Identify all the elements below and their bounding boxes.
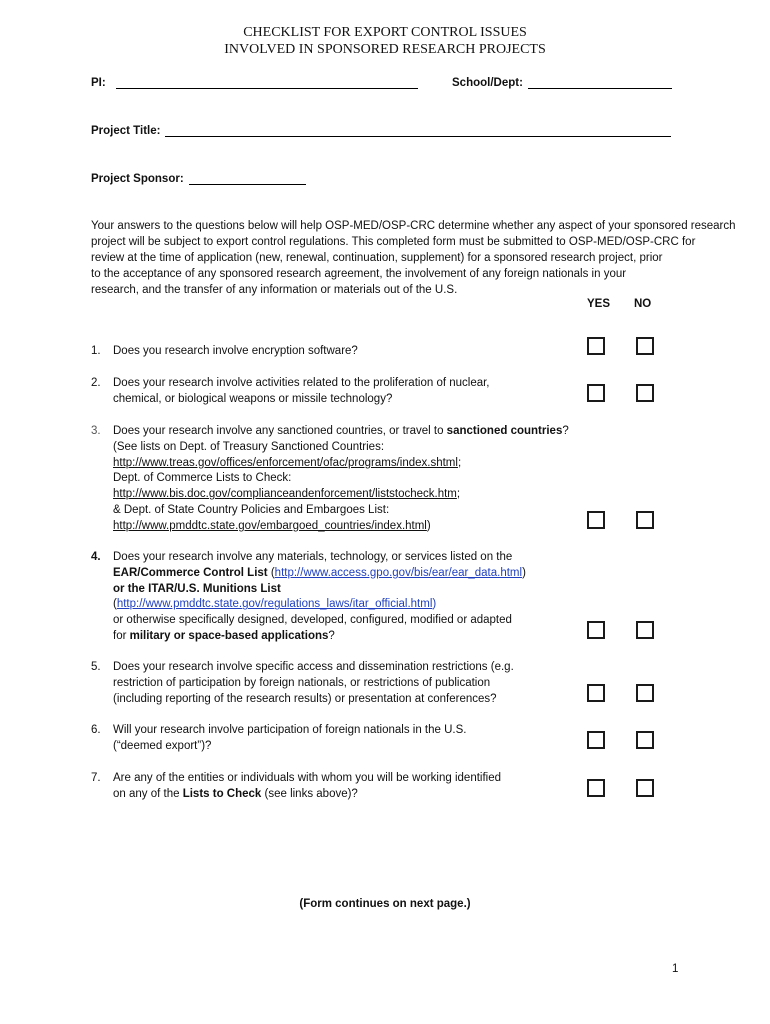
question-text: http://www.treas.gov/offices/enforcement/ofac/programs/index.shtml; [113, 456, 462, 469]
treasury-link[interactable]: http://www.treas.gov/offices/enforcement/ofac/programs/index.shtml [113, 456, 458, 469]
q3-yes-checkbox[interactable] [587, 511, 605, 529]
project-sponsor-input-line[interactable] [189, 172, 306, 185]
question-text: Dept. of Commerce Lists to Check: [113, 472, 292, 485]
lists-to-check-emphasis: Lists to Check [182, 787, 262, 800]
question-text: & Dept. of State Country Policies and Embargoes List: [113, 503, 390, 516]
intro-line: review at the time of application (new, renewal, continuation, supplement) for a sponsored research project, prior [91, 252, 663, 264]
question-1 [91, 344, 561, 360]
question-text: Are any of the entities or individuals with whom you will be working identified [113, 772, 502, 784]
intro-line: Your answers to the questions below will help OSP-MED/OSP-CRC determine whether any aspect of your sponsored research [91, 220, 736, 232]
question-number: 3. [91, 425, 101, 437]
question-text: for military or space-based applications? [113, 629, 335, 642]
question-number: 4. [91, 551, 101, 563]
question-text: or otherwise specifically designed, developed, configured, modified or adapted [113, 614, 512, 627]
question-text: (http://www.pmddtc.state.gov/regulations_laws/itar_official.html) [113, 598, 437, 611]
title-line-1: CHECKLIST FOR EXPORT CONTROL ISSUES [243, 25, 527, 40]
question-text: Does your research involve any materials, technology, or services listed on the [113, 551, 513, 563]
military-applications-emphasis: military or space-based applications [129, 629, 329, 642]
project-title-input-line[interactable] [165, 124, 671, 137]
question-text: (including reporting of the research results) or presentation at conferences? [113, 692, 497, 705]
commerce-link[interactable]: http://www.bis.doc.gov/complianceandenforcement/liststocheck.htm [113, 488, 457, 501]
q6-no-checkbox[interactable] [636, 731, 654, 749]
intro-line: project will be subject to export control regulations. This completed form must be submitted to OSP-MED/OSP-CRC for [91, 236, 696, 248]
yes-column-header: YES [587, 298, 611, 310]
question-text: Does your research involve activities related to the proliferation of nuclear, [113, 377, 490, 389]
question-text: on any of the Lists to Check (see links above)? [113, 787, 358, 800]
pi-field[interactable] [91, 76, 418, 89]
q4-no-checkbox[interactable] [636, 621, 654, 639]
question-text: http://www.pmddtc.state.gov/embargoed_countries/index.html) [113, 519, 431, 532]
question-text: chemical, or biological weapons or missile technology? [113, 392, 393, 405]
question-text: Will your research involve participation of foreign nationals in the U.S. [113, 724, 467, 736]
question-7 [91, 771, 561, 803]
q4-yes-checkbox[interactable] [587, 621, 605, 639]
ear-data-link[interactable]: http://www.access.gpo.gov/bis/ear/ear_data.html [274, 566, 523, 579]
pi-label: PI: [91, 77, 106, 89]
question-number: 7. [91, 772, 101, 784]
form-continues-note: (Form continues on next page.) [299, 898, 471, 910]
project-sponsor-field[interactable] [91, 172, 306, 185]
question-6 [91, 723, 561, 755]
q6-yes-checkbox[interactable] [587, 731, 605, 749]
question-4 [91, 550, 561, 645]
question-5 [91, 660, 561, 707]
question-text: (“deemed export”)? [113, 739, 212, 752]
school-dept-label: School/Dept: [452, 77, 523, 89]
q1-yes-checkbox[interactable] [587, 337, 605, 355]
school-dept-field[interactable] [452, 76, 672, 89]
q2-yes-checkbox[interactable] [587, 384, 605, 402]
q3-no-checkbox[interactable] [636, 511, 654, 529]
q2-no-checkbox[interactable] [636, 384, 654, 402]
ear-list-emphasis: EAR/Commerce Control List [113, 566, 268, 579]
question-number: 6. [91, 724, 101, 736]
intro-line: to the acceptance of any sponsored research agreement, the involvement of any foreign nationals in your [91, 268, 627, 280]
title-line-2: INVOLVED IN SPONSORED RESEARCH PROJECTS [224, 42, 546, 57]
question-number: 5. [91, 661, 101, 673]
question-number: 2. [91, 377, 101, 389]
question-text: Does you research involve encryption software? [113, 345, 358, 357]
question-2 [91, 376, 561, 408]
project-sponsor-label: Project Sponsor: [91, 173, 184, 185]
question-number: 1. [91, 345, 101, 357]
no-column-header: NO [634, 298, 652, 310]
sanctioned-countries-emphasis: sanctioned countries [446, 425, 563, 437]
pi-input-line[interactable] [116, 76, 418, 89]
q5-no-checkbox[interactable] [636, 684, 654, 702]
question-text [113, 582, 561, 598]
question-3 [91, 424, 569, 535]
question-text: http://www.bis.doc.gov/complianceandenforcement/liststocheck.htm; [113, 488, 461, 501]
q7-yes-checkbox[interactable] [587, 779, 605, 797]
page-number: 1 [672, 963, 679, 975]
document-title [0, 24, 770, 58]
question-text: EAR/Commerce Control List (http://www.access.gpo.gov/bis/ear/ear_data.html) [113, 566, 526, 579]
question-text: Does your research involve specific access and dissemination restrictions (e.g. [113, 661, 514, 673]
project-title-label: Project Title: [91, 125, 161, 137]
question-text: Does your research involve any sanctioned countries, or travel to sanctioned countries? [113, 425, 569, 437]
q7-no-checkbox[interactable] [636, 779, 654, 797]
q5-yes-checkbox[interactable] [587, 684, 605, 702]
school-dept-input-line[interactable] [528, 76, 672, 89]
q1-no-checkbox[interactable] [636, 337, 654, 355]
intro-line: research, and the transfer of any information or materials out of the U.S. [91, 284, 458, 296]
question-text: (See lists on Dept. of Treasury Sanctioned Countries: [113, 440, 385, 453]
project-title-field[interactable] [91, 124, 671, 137]
itar-list-emphasis: or the ITAR/U.S. Munitions List [113, 582, 281, 595]
state-embargoes-link[interactable]: http://www.pmddtc.state.gov/embargoed_countries/index.html [113, 519, 427, 532]
itar-official-link[interactable]: http://www.pmddtc.state.gov/regulations_laws/itar_official.html [116, 598, 433, 611]
intro-paragraph [91, 218, 741, 298]
question-text: restriction of participation by foreign nationals, or restrictions of publication [113, 676, 491, 689]
